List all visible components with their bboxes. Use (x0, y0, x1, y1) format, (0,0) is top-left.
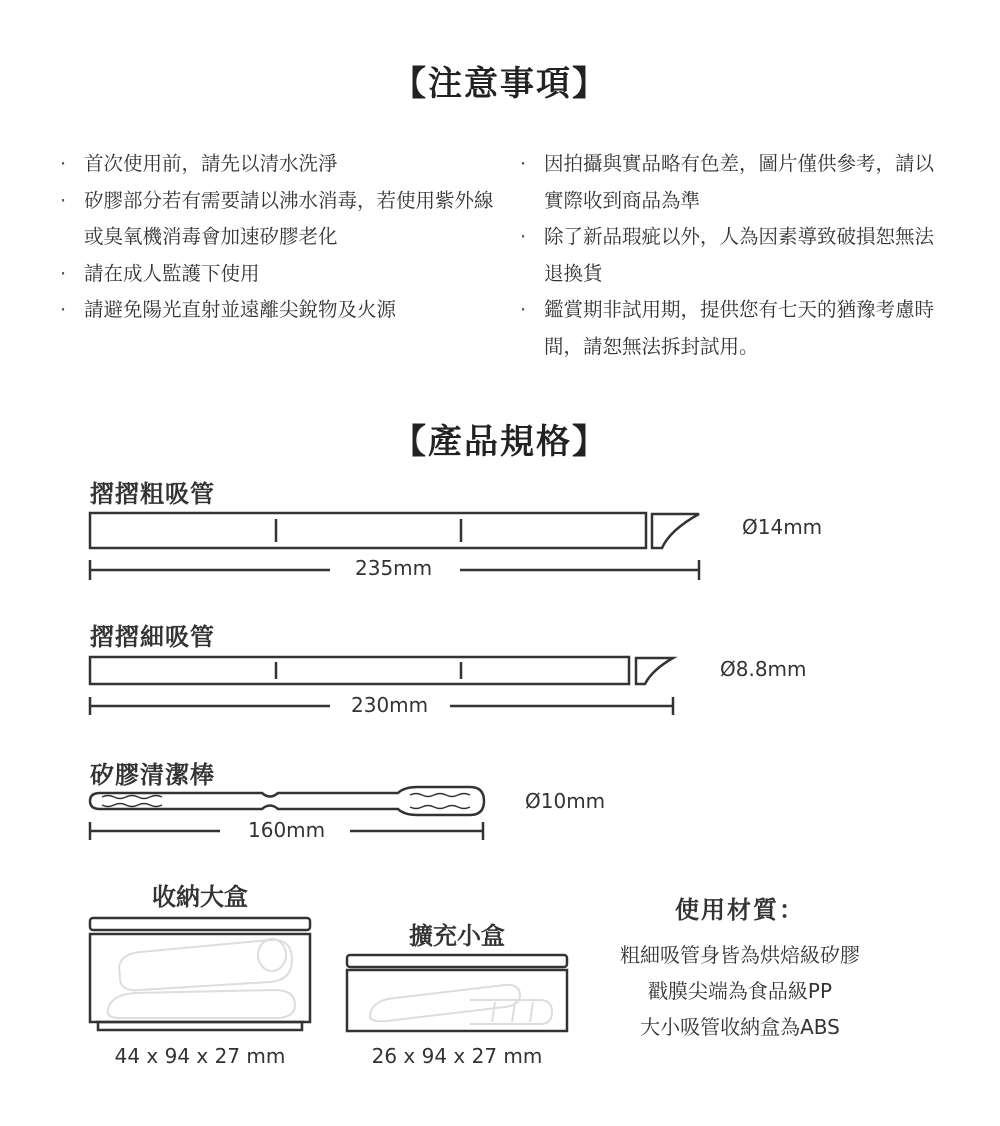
thin-straw-label: 摺摺細吸管 (90, 623, 215, 651)
notice-item: · 首次使用前，請先以清水洗淨 (60, 146, 500, 183)
small-box-label: 擴充小盒 (409, 922, 505, 950)
small-box-illustration (347, 955, 567, 1031)
material-line: 戳膜尖端為食品級PP (647, 979, 833, 1003)
brush-length: 160mm (238, 818, 335, 842)
notice-item: · 請避免陽光直射並遠離尖銳物及火源 (60, 292, 500, 329)
large-box-contents-sketch (108, 939, 295, 1018)
thin-straw-illustration (90, 657, 673, 684)
brush-illustration (90, 787, 484, 815)
brush-diameter: Ø10mm (525, 789, 606, 813)
thick-straw-illustration (90, 513, 699, 548)
notice-item: · 矽膠部分若有需要請以沸水消毒，若使用紫外線或臭氧機消毒會加速矽膠老化 (60, 183, 500, 256)
notice-title: 【注意事項】 (392, 64, 608, 104)
spec-title: 【產品規格】 (392, 422, 608, 462)
large-box-label: 收納大盒 (152, 883, 248, 911)
large-box-size: 44 x 94 x 27 mm (114, 1044, 286, 1068)
thin-straw-diameter: Ø8.8mm (720, 657, 807, 681)
small-box-size: 26 x 94 x 27 mm (371, 1044, 543, 1068)
notice-item: · 請在成人監護下使用 (60, 256, 500, 293)
material-title: 使用材質： (675, 896, 805, 924)
brush-label: 矽膠清潔棒 (90, 761, 215, 789)
thick-straw-label: 摺摺粗吸管 (90, 480, 215, 508)
notice-item: · 因拍攝與實品略有色差，圖片僅供參考，請以實際收到商品為準 (520, 146, 950, 219)
thick-straw-length: 235mm (345, 556, 442, 580)
thin-straw-length: 230mm (341, 693, 438, 717)
thick-straw-diameter: Ø14mm (742, 515, 823, 539)
material-section (600, 890, 880, 1045)
notice-item: · 鑑賞期非試用期，提供您有七天的猶豫考慮時間，請恕無法拆封試用。 (520, 292, 950, 365)
material-line: 大小吸管收納盒為ABS (640, 1015, 840, 1039)
material-line: 粗細吸管身皆為烘焙級矽膠 (620, 943, 860, 967)
notice-item: · 除了新品瑕疵以外，人為因素導致破損恕無法退換貨 (520, 219, 950, 292)
small-box-contents-sketch (370, 985, 552, 1024)
large-box-illustration (90, 918, 310, 1030)
